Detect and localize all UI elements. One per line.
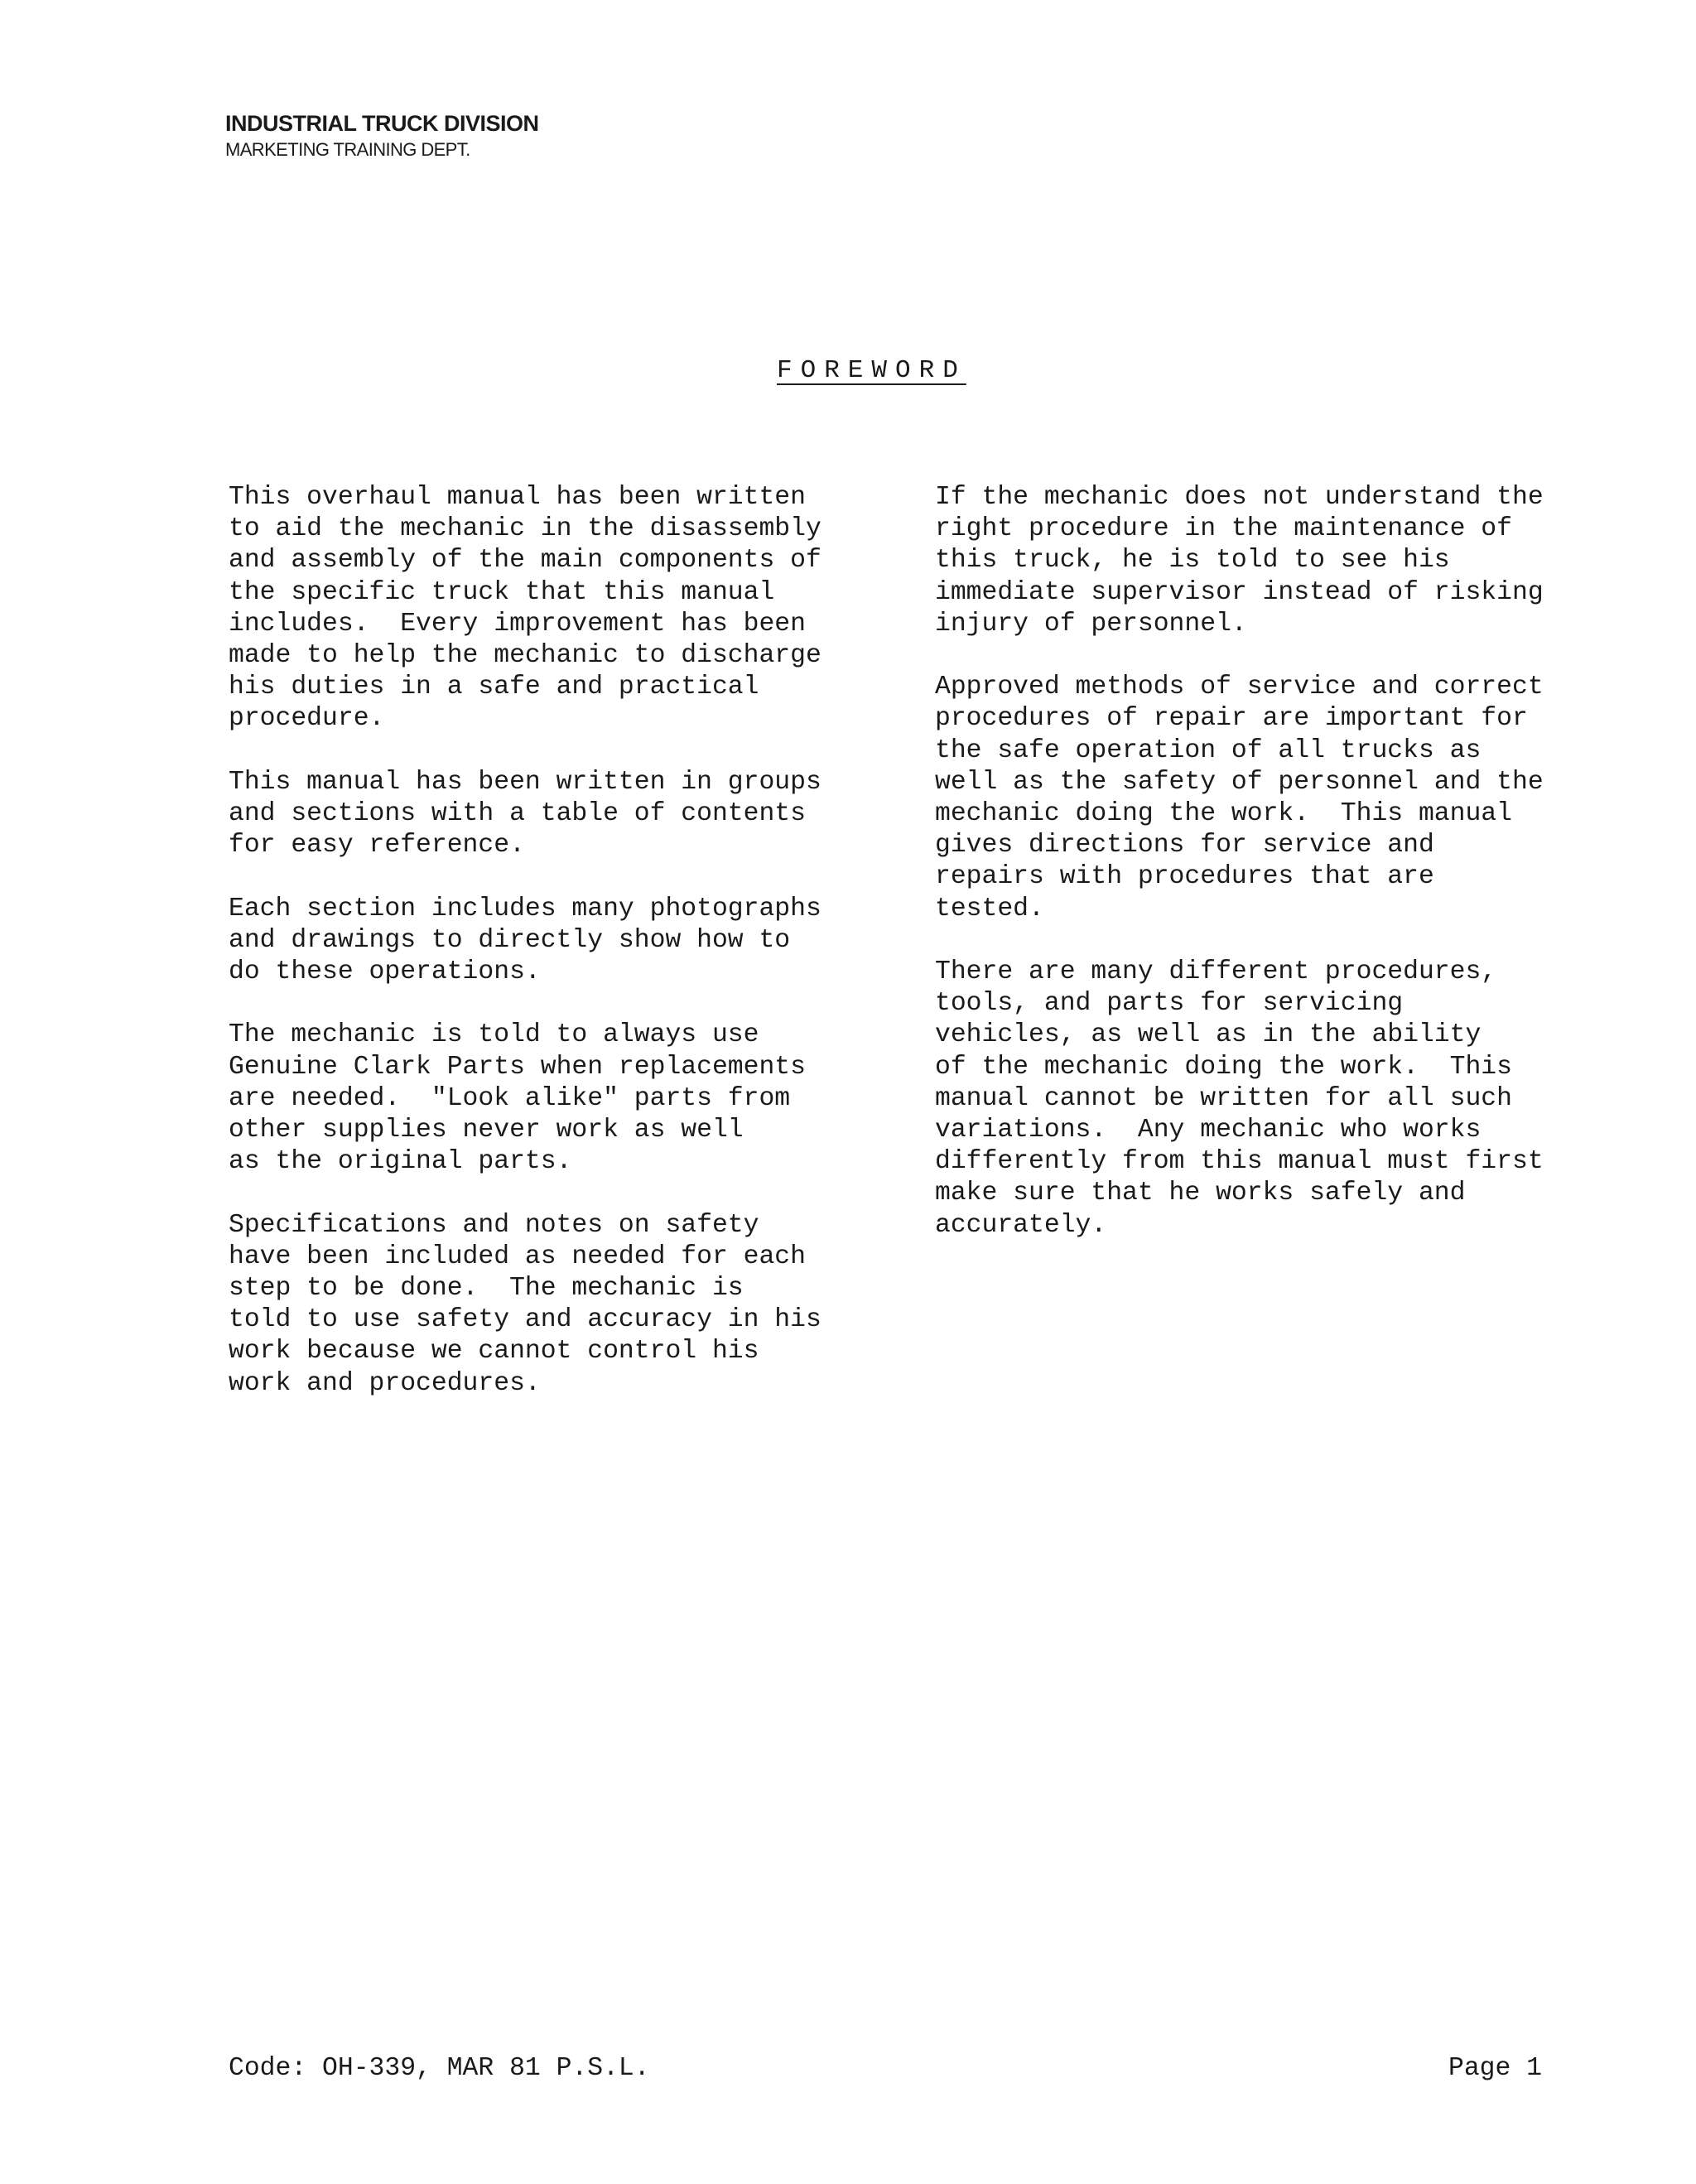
department-name: MARKETING TRAINING DEPT. <box>225 139 470 160</box>
document-header <box>225 109 539 162</box>
paragraph: There are many different procedures, tools, and parts for servicing vehicles, as well as in the ability of the mechanic doing the work. This manual cannot be written for all such variations. Any mechanic who works differently from this manual must first make sure that he works safely and accurately. <box>935 957 1544 1240</box>
paragraph: This overhaul manual has been written to aid the mechanic in the disassembly and assembly of the main components of the specific truck that this manual includes. Every improvement has been made to help the mechanic to discharge his duties in a safe and practical procedure. <box>229 483 822 734</box>
paragraph: If the mechanic does not understand the right procedure in the maintenance of this truck, he is told to see his immediate supervisor instead of risking injury of personnel. <box>935 483 1544 639</box>
paragraph: Specifications and notes on safety have been included as needed for each step to be done. The mechanic is told to use safety and accuracy in his work because we cannot control his work and procedures. <box>229 1210 822 1398</box>
footer-code: Code: OH-339, MAR 81 P.S.L. <box>229 2054 650 2083</box>
page-title: FOREWORD <box>777 356 966 385</box>
paragraph: Approved methods of service and correct procedures of repair are important for the safe operation of all trucks as well as the safety of personnel and the mechanic doing the work. This manual gives directions for service and repairs with procedures that are tested. <box>935 673 1544 923</box>
left-column <box>229 482 841 1431</box>
paragraph: This manual has been written in groups and sections with a table of contents for easy reference. <box>229 767 822 861</box>
paragraph: The mechanic is told to always use Genuine Clark Parts when replacements are needed. "Look alike" parts from other supplies never work as well as the original parts. <box>229 1020 806 1177</box>
right-column <box>935 482 1564 1273</box>
page-number: Page 1 <box>1448 2054 1543 2083</box>
division-name: INDUSTRIAL TRUCK DIVISION <box>225 111 539 136</box>
paragraph: Each section includes many photographs and drawings to directly show how to do these operations. <box>229 894 822 987</box>
